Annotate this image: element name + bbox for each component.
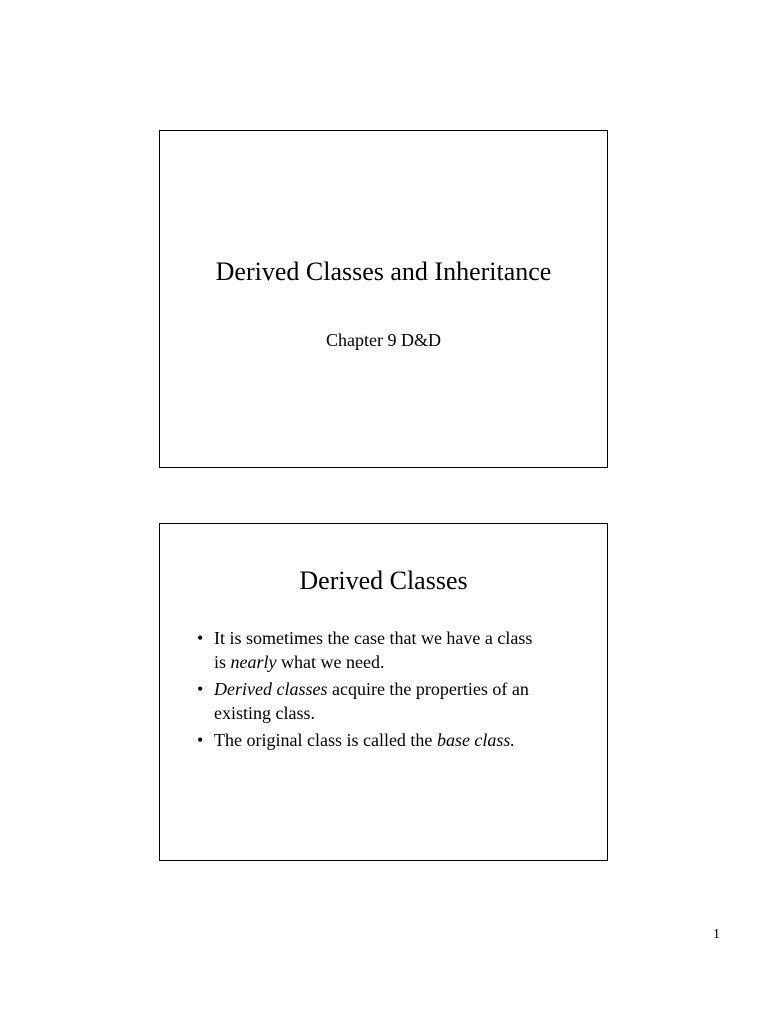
bullet-text: existing class. (214, 703, 315, 723)
bullet-item (197, 728, 597, 752)
bullet-dot: • (197, 730, 204, 750)
slide-1-subtitle: Chapter 9 D&D (326, 330, 441, 350)
bullet-text: acquire the properties of an (327, 679, 529, 699)
slide-2-title: Derived Classes (299, 566, 468, 595)
slide-1 (159, 130, 608, 468)
bullet-text: It is sometimes the case that we have a class (214, 628, 533, 648)
bullet-dot: • (197, 628, 204, 648)
slide-2 (159, 523, 608, 861)
bullet-emphasis: Derived classes (214, 679, 328, 699)
bullet-item (197, 626, 597, 674)
bullet-emphasis: nearly (230, 652, 277, 672)
bullet-item (197, 677, 597, 725)
bullet-dot: • (197, 679, 204, 699)
bullet-text: what we need. (276, 652, 385, 672)
bullet-emphasis: base class. (436, 730, 515, 750)
slide-1-title: Derived Classes and Inheritance (215, 257, 552, 286)
bullet-list (197, 626, 597, 755)
page-number: 1 (713, 927, 720, 942)
bullet-text: The original class is called the (214, 730, 437, 750)
bullet-text: is (214, 652, 231, 672)
